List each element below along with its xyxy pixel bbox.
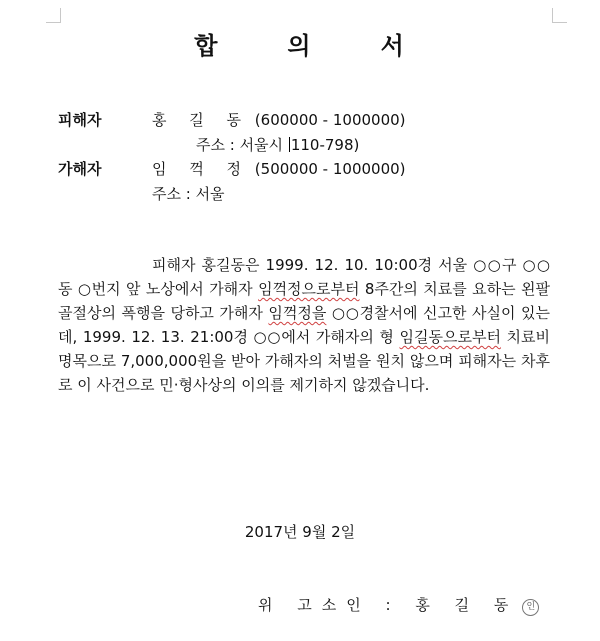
title-char: 서	[380, 32, 406, 60]
perpetrator-name: 임 꺽 정	[152, 160, 251, 178]
seal-mark: 인	[522, 599, 539, 616]
body-text-segment: 피해자 홍길동은 1999. 12. 10. 10:00경 서울 ○○구 ○○동 ○번지 앞 노상에서 가해자	[58, 256, 550, 298]
body-text-segment: 8주간의 치료를 요하는 왼팔 골절상의 폭행을 당하고 가해자	[58, 280, 550, 322]
perpetrator-address: 주소 : 서울	[152, 185, 225, 203]
title-char: 합	[194, 32, 220, 60]
document-title	[0, 26, 600, 61]
perpetrator-label: 가해자	[58, 160, 102, 178]
signer-line	[258, 594, 539, 616]
page-corner-mark-top-right	[552, 8, 567, 23]
victim-address	[196, 134, 359, 155]
agreement-body	[58, 253, 550, 397]
title-char: 의	[287, 32, 313, 60]
perpetrator-id: (500000 - 1000000)	[254, 160, 406, 178]
signer-text: 위 고소인 : 홍 길 동	[258, 596, 519, 614]
victim-id: (600000 - 1000000)	[254, 111, 406, 129]
victim-address-label: 주소 : 서울시	[196, 136, 284, 154]
spellcheck-flagged-word: 임꺽정을	[268, 304, 327, 322]
spellcheck-flagged-word: 임꺽정으로부터	[258, 280, 360, 298]
victim-address-value: 110-798)	[290, 136, 360, 154]
body-text-segment: ○○경찰서에 신고한 사실이 있는데, 1999. 12. 13. 21:00경 ○○에서 가해자의 형	[58, 304, 550, 346]
victim-name: 홍 길 동	[152, 111, 251, 129]
document-date: 2017년 9월 2일	[244, 523, 356, 541]
text-cursor	[289, 137, 290, 152]
page-corner-mark-top-left	[46, 8, 61, 23]
perpetrator-name-line	[152, 158, 406, 179]
victim-label: 피해자	[58, 111, 102, 129]
victim-name-line	[152, 109, 406, 130]
body-text-segment: 치료비 명목으로 7,000,000원을 받아 가해자의 처벌을 원치 않으며 피해자는 차후로 이 사건으로 민·형사상의 이의를 제기하지 않겠습니다.	[58, 328, 550, 394]
spellcheck-flagged-word: 임길동으로부터	[399, 328, 501, 346]
